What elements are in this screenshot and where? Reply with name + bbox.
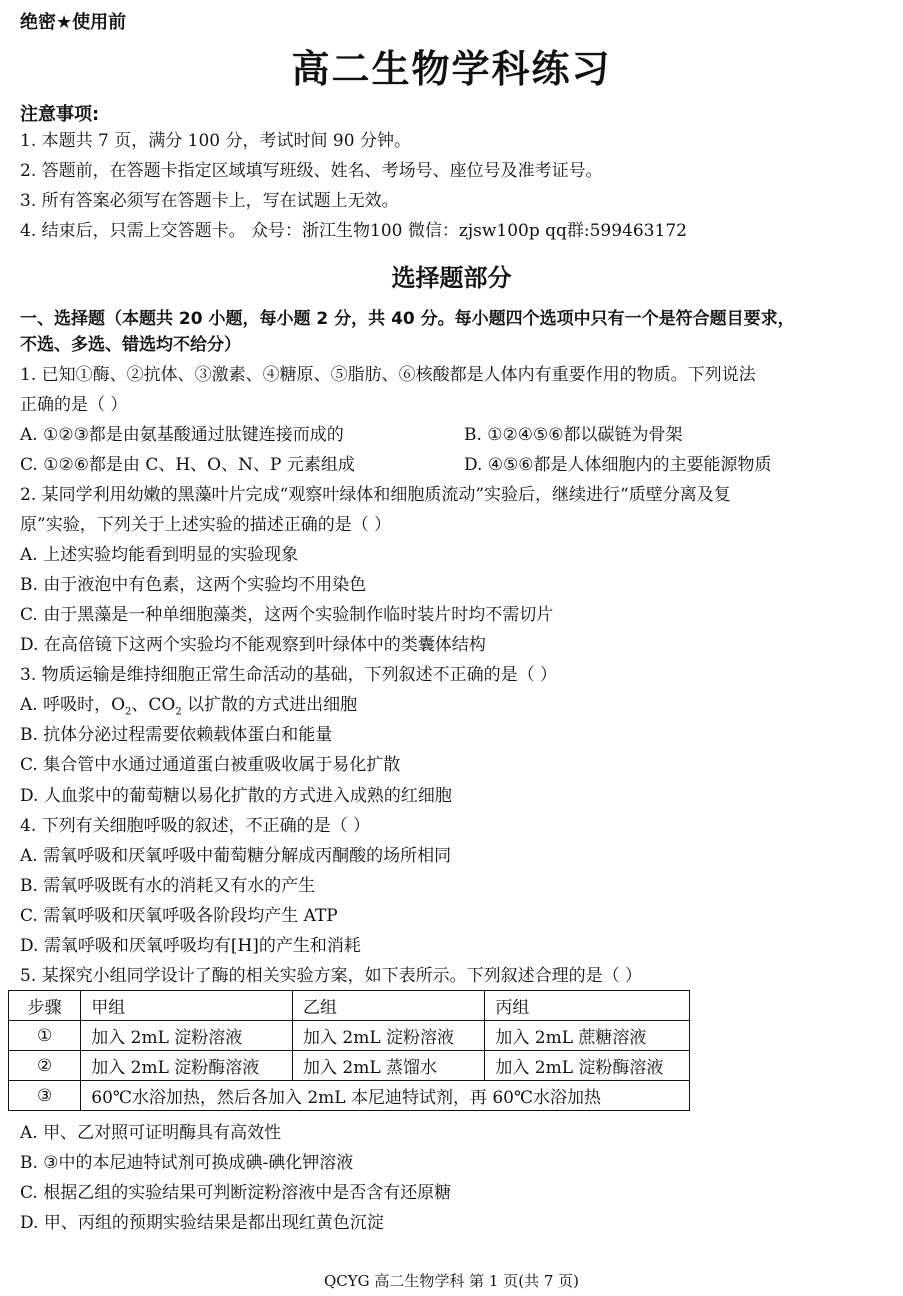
page-footer: QCYG 高二生物学科 第 1 页(共 7 页) xyxy=(323,1272,580,1290)
table-cell: 加入 2mL 淀粉溶液 xyxy=(292,1021,484,1051)
table-row xyxy=(9,1021,690,1051)
q2-option-d: D. 在高倍镜下这两个实验均不能观察到叶绿体中的类囊体结构 xyxy=(20,635,486,655)
q1-option-a: A. ①②③都是由氨基酸通过肽键连接而成的 xyxy=(20,425,344,445)
q3-option-b: B. 抗体分泌过程需要依赖载体蛋白和能量 xyxy=(20,725,333,745)
q1-option-b: B. ①②④⑤⑥都以碳链为骨架 xyxy=(464,425,683,445)
secret-label: 绝密★使用前 xyxy=(20,12,127,33)
q5-stem: 5. 某探究小组同学设计了酶的相关实验方案，如下表所示。下列叙述合理的是（ ） xyxy=(20,966,643,986)
q1-stem-line2: 正确的是（ ） xyxy=(20,395,128,415)
q3-option-c: C. 集合管中水通过通道蛋白被重吸收属于易化扩散 xyxy=(20,755,401,775)
notice-item-3: 3. 所有答案必须写在答题卡上，写在试题上无效。 xyxy=(20,191,399,211)
q3-option-a-post: 以扩散的方式进出细胞 xyxy=(181,695,358,715)
notice-item-1: 1. 本题共 7 页，满分 100 分，考试时间 90 分钟。 xyxy=(20,131,411,151)
q3-option-a-pre: A. 呼吸时，O xyxy=(20,695,126,715)
table-cell: 加入 2mL 淀粉酶溶液 xyxy=(485,1051,690,1081)
table-cell: ② xyxy=(9,1051,81,1081)
q5-option-b: B. ③中的本尼迪特试剂可换成碘-碘化钾溶液 xyxy=(20,1153,354,1173)
q5-option-d: D. 甲、丙组的预期实验结果是都出现红黄色沉淀 xyxy=(20,1213,384,1233)
notice-item-4: 4. 结束后，只需上交答题卡。 众号：浙江生物100 微信：zjsw100p qq群:599463172 xyxy=(20,221,687,241)
notice-item-2: 2. 答题前，在答题卡指定区域填写班级、姓名、考场号、座位号及准考证号。 xyxy=(20,161,603,181)
q4-option-d: D. 需氧呼吸和厌氧呼吸均有[H]的产生和消耗 xyxy=(20,936,361,956)
table-header-cell: 甲组 xyxy=(81,991,293,1021)
q4-option-a: A. 需氧呼吸和厌氧呼吸中葡萄糖分解成丙酮酸的场所相同 xyxy=(20,846,452,866)
q4-stem: 4. 下列有关细胞呼吸的叙述，不正确的是（ ） xyxy=(20,816,371,836)
q1-stem-line1: 1. 已知①酶、②抗体、③激素、④糖原、⑤脂肪、⑥核酸都是人体内有重要作用的物质。下列说法 xyxy=(20,365,756,385)
q3-option-a-sub2: 2 xyxy=(175,706,182,718)
q3-stem: 3. 物质运输是维持细胞正常生命活动的基础，下列叙述不正确的是（ ） xyxy=(20,665,558,685)
q5-option-a: A. 甲、乙对照可证明酶具有高效性 xyxy=(20,1123,282,1143)
table-cell: 加入 2mL 淀粉溶液 xyxy=(81,1021,293,1051)
table-cell: ① xyxy=(9,1021,81,1051)
q2-stem-line2: 原”实验，下列关于上述实验的描述正确的是（ ） xyxy=(20,515,392,535)
table-header-cell: 乙组 xyxy=(292,991,484,1021)
experiment-table xyxy=(8,990,690,1111)
section-title: 选择题部分 xyxy=(391,264,512,292)
q4-option-c: C. 需氧呼吸和厌氧呼吸各阶段均产生 ATP xyxy=(20,906,338,926)
part1-heading-line1: 一、选择题（本题共 20 小题，每小题 2 分，共 40 分。每小题四个选项中只有一个是符合题目要求， xyxy=(20,309,795,329)
table-cell: 加入 2mL 蔗糖溶液 xyxy=(485,1021,690,1051)
table-cell: 加入 2mL 淀粉酶溶液 xyxy=(81,1051,293,1081)
q5-option-c: C. 根据乙组的实验结果可判断淀粉溶液中是否含有还原糖 xyxy=(20,1183,452,1203)
q2-option-c: C. 由于黑藻是一种单细胞藻类，这两个实验制作临时装片时均不需切片 xyxy=(20,605,554,625)
q3-option-d: D. 人血浆中的葡萄糖以易化扩散的方式进入成熟的红细胞 xyxy=(20,786,452,806)
q2-stem-line1: 2. 某同学利用幼嫩的黑藻叶片完成“观察叶绿体和细胞质流动”实验后，继续进行“质壁分离及复 xyxy=(20,485,731,505)
part1-heading-line2: 不选、多选、错选均不给分） xyxy=(20,335,241,355)
table-cell-merged: 60℃水浴加热，然后各加入 2mL 本尼迪特试剂，再 60℃水浴加热 xyxy=(81,1081,690,1111)
table-header-cell: 丙组 xyxy=(485,991,690,1021)
q1-option-d: D. ④⑤⑥都是人体细胞内的主要能源物质 xyxy=(464,455,772,475)
q1-option-c: C. ①②⑥都是由 C、H、O、N、P 元素组成 xyxy=(20,455,355,475)
table-cell: ③ xyxy=(9,1081,81,1111)
q2-option-a: A. 上述实验均能看到明显的实验现象 xyxy=(20,545,299,565)
table-cell: 加入 2mL 蒸馏水 xyxy=(292,1051,484,1081)
page-title: 高二生物学科练习 xyxy=(291,47,612,91)
q3-option-a-mid: 、CO xyxy=(131,695,176,715)
notice-heading: 注意事项: xyxy=(20,104,100,125)
table-header-row xyxy=(9,991,690,1021)
q2-option-b: B. 由于液泡中有色素，这两个实验均不用染色 xyxy=(20,575,367,595)
table-row xyxy=(9,1051,690,1081)
q3-option-a-sub1: 2 xyxy=(125,706,132,718)
table-row xyxy=(9,1081,690,1111)
q4-option-b: B. 需氧呼吸既有水的消耗又有水的产生 xyxy=(20,876,316,896)
q3-option-a xyxy=(20,694,357,723)
table-header-cell: 步骤 xyxy=(9,991,81,1021)
